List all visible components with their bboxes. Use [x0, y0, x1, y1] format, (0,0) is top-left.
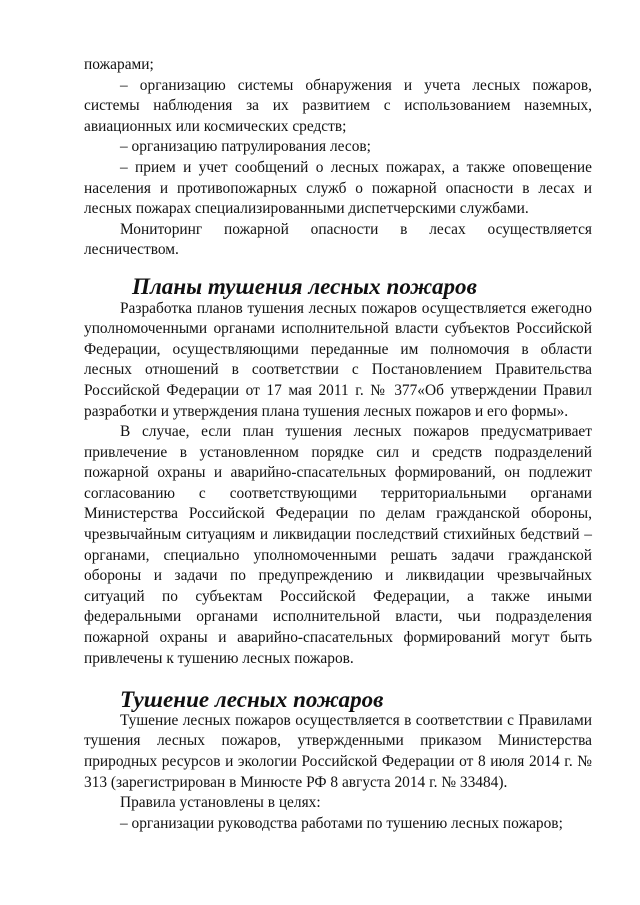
list-item-detection-system: – организацию системы обнаружения и учета лесных пожаров, системы наблюдения за их развитием с использованием наземных, авиационных или космических средств; [84, 76, 592, 135]
paragraph-suppression-rules: Тушение лесных пожаров осуществляется в соответствии с Правилами тушения лесных пожаров, утвержденными приказом Министерства природных ресурсов и экологии Российской Федерации от 8 июля 2014 г. № 313 (зарегистрирован в Минюсте РФ 8 августа 2014 г. № 33484). [84, 711, 592, 791]
list-item-management: – организации руководства работами по тушению лесных пожаров; [120, 814, 563, 832]
section-heading-fire-suppression: Тушение лесных пожаров [120, 686, 384, 713]
section-heading-fire-plans: Планы тушения лесных пожаров [132, 272, 477, 299]
paragraph-monitoring: Мониторинг пожарной опасности в лесах осуществляется лесничеством. [84, 220, 592, 259]
document-page [84, 55, 592, 834]
list-item-reports: – прием и учет сообщений о лесных пожарах, а также оповещение населения и противопожарных служб о пожарной опасности в лесах и лесных пожарах специализированными диспетчерскими службами. [84, 158, 592, 218]
paragraph-plans-approval: В случае, если план тушения лесных пожаров предусматривает привлечение в установленном порядке сил и средств подразделений пожарной охраны и аварийно-спасательных формирований, он подлежит согласованию с соответствующими территориальными органами Министерства Российской Федерации по делам гражданской обороны, чрезвычайным ситуациям и ликвидации последствий стихийных бедствий – органами, специально уполномоченными решать задачи гражданской обороны и задачи по предупреждению и ликвидации чрезвычайных ситуаций по субъектам Российской Федерации, а также иными федеральными органами исполнительной власти, чьи подразделения пожарной охраны и аварийно-спасательных формирований могут быть привлечены к тушению лесных пожаров. [84, 423, 592, 667]
paragraph-plans-development: Разработка планов тушения лесных пожаров осуществляется ежегодно уполномоченными органами исполнительной власти субъектов Российской Федерации, осуществляющими переданные им полномочия в области лесных отношений в соответствии с Постановлением Правительства Российской Федерации от 17 мая 2011 г. № 377«Об утверждении Правил разработки и утверждения плана тушения лесных пожаров и его формы». [84, 299, 592, 420]
paragraph-rules-purpose: Правила установлены в целях: [120, 794, 321, 812]
paragraph-continuation: пожарами; [84, 56, 154, 73]
list-item-patrol: – организацию патрулирования лесов; [120, 138, 371, 156]
